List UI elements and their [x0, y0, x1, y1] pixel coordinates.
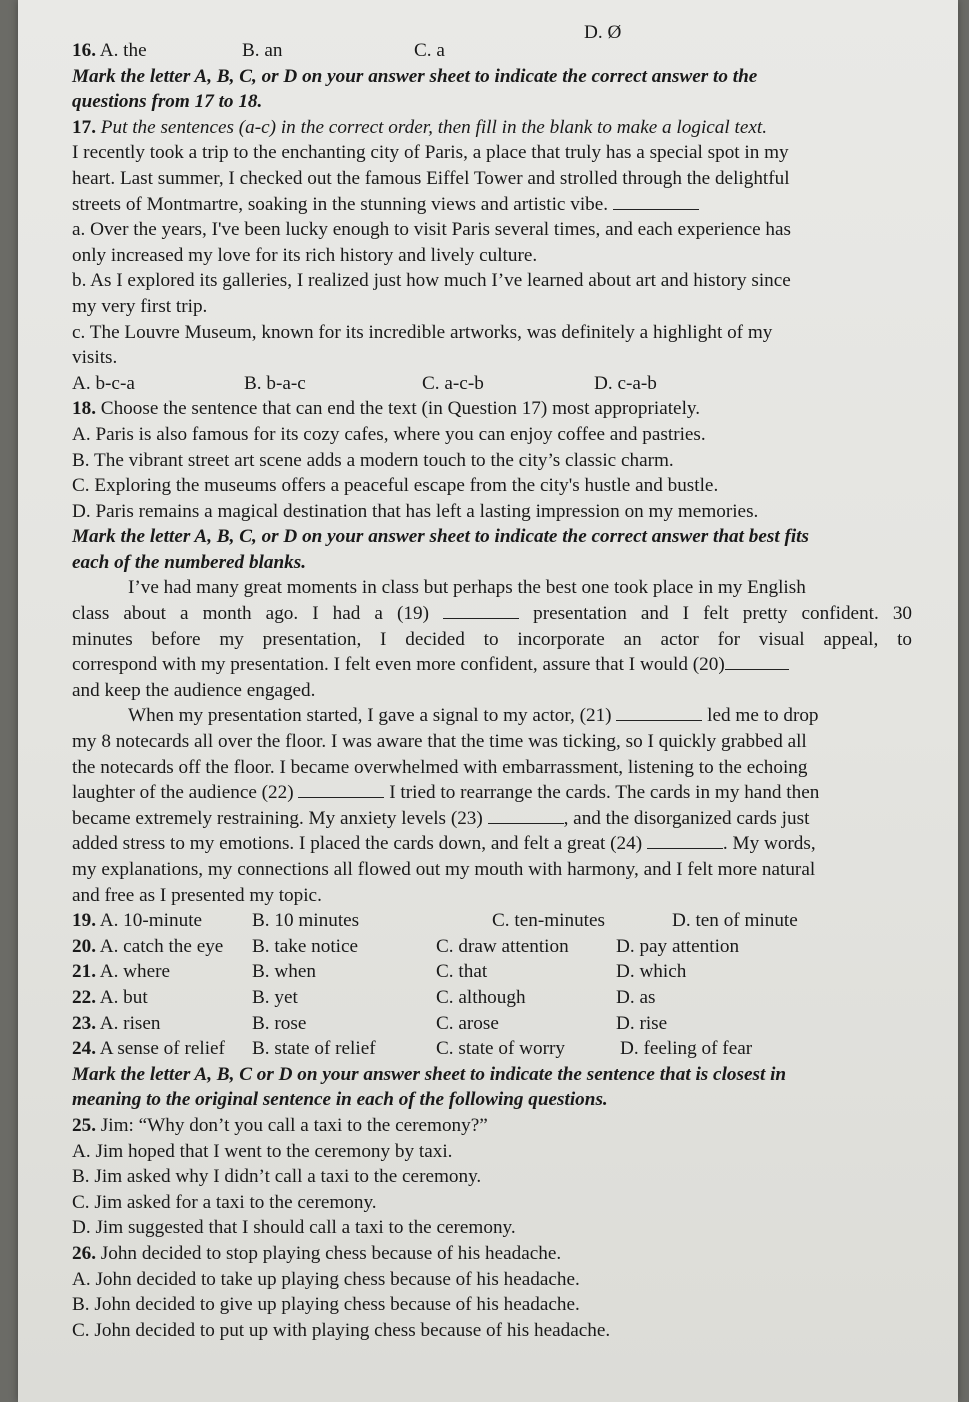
passage-p2-line-8: and free as I presented my topic. [72, 884, 322, 906]
q25-option-b: B. Jim asked why I didn’t call a taxi to the ceremony. [72, 1166, 482, 1188]
q22-options [72, 985, 912, 1011]
q26-option-b: B. John decided to give up playing chess because of his headache. [72, 1294, 580, 1316]
q17-prompt-text: Put the sentences (a-c) in the correct order, then fill in the blank to make a logical text. [100, 116, 768, 138]
q16-number: 16. [72, 40, 96, 61]
q19-options [72, 908, 912, 934]
blank-24[interactable] [647, 833, 723, 849]
passage-p2-line-2: my 8 notecards all over the floor. I was aware that the time was ticking, so I quickly grabbed all [72, 731, 807, 753]
q18-number: 18. [72, 398, 96, 420]
q18-option-b: B. The vibrant street art scene adds a modern touch to the city’s classic charm. [72, 449, 674, 471]
q19-option-b: B. 10 minutes [252, 910, 360, 932]
q26-option-c: C. John decided to put up with playing chess because of his headache. [72, 1319, 611, 1341]
q22-option-d: D. as [616, 986, 656, 1008]
q17-number: 17. [72, 116, 96, 138]
q21-options [72, 959, 912, 985]
q21-number: 21. [72, 961, 96, 983]
q17-option-a: A. b-c-a [72, 372, 135, 394]
passage-p2-line-4-b: I tried to rearrange the cards. The cards in my hand then [389, 782, 820, 804]
q18-option-d: D. Paris remains a magical destination that has left a lasting impression on my memories. [72, 500, 759, 522]
q23-options [72, 1011, 912, 1037]
q17-sentence-a-1: a. Over the years, I've been lucky enough to visit Paris several times, and each experience has [72, 219, 791, 241]
q18-prompt [72, 396, 912, 422]
q19-option-a: A. 10-minute [99, 910, 203, 932]
passage-p1-line-2 [72, 601, 912, 627]
q20-options [72, 934, 912, 960]
passage-p2-line-6 [72, 831, 912, 857]
q17-text-3 [72, 192, 912, 218]
q25-option-a: A. Jim hoped that I went to the ceremony by taxi. [72, 1140, 453, 1162]
passage-p2-line-3: the notecards off the floor. I became overwhelmed with embarrassment, listening to the echoing [72, 756, 808, 778]
instruction-3-line-2: meaning to the original sentence in each of the following questions. [72, 1089, 608, 1111]
q16-a [72, 38, 242, 64]
q17-sentence-c-1: c. The Louvre Museum, known for its incredible artworks, was definitely a highlight of my [72, 321, 773, 343]
passage-p1-line-1: I’ve had many great moments in class but perhaps the best one took place in my English [128, 577, 806, 599]
q17-options [72, 371, 912, 397]
q16-option-a: A. the [99, 40, 147, 61]
q26-number: 26. [72, 1242, 96, 1264]
q18-option-a: A. Paris is also famous for its cozy cafes, where you can enjoy coffee and pastries. [72, 423, 706, 445]
q19-option-c: C. ten-minutes [492, 910, 605, 932]
q17-prompt [72, 115, 912, 141]
q20-option-d: D. pay attention [616, 935, 740, 957]
passage-p1-line-4 [72, 652, 912, 678]
q26-option-a: A. John decided to take up playing chess because of his headache. [72, 1268, 580, 1290]
q22-option-b: B. yet [252, 986, 298, 1008]
q24-option-a: A sense of relief [99, 1038, 225, 1060]
q20-option-c: C. draw attention [436, 935, 569, 957]
q20-option-a: A. catch the eye [99, 935, 224, 957]
blank-22[interactable] [298, 782, 384, 798]
q22-option-c: C. although [436, 986, 526, 1008]
instruction-3-line-1: Mark the letter A, B, C or D on your answer sheet to indicate the sentence that is closest in [72, 1063, 787, 1085]
blank-19[interactable] [443, 603, 519, 619]
q17-text-1: I recently took a trip to the enchanting city of Paris, a place that truly has a special spot in my [72, 142, 789, 164]
passage-p1-line-3: minutes before my presentation, I decided to incorporate an actor for visual appeal, to [72, 628, 912, 650]
q25-option-c: C. Jim asked for a taxi to the ceremony. [72, 1191, 377, 1213]
q26-prompt [72, 1241, 912, 1267]
passage-p1-line-4-a: correspond with my presentation. I felt even more confident, assure that I would (20) [72, 654, 725, 676]
q17-sentence-b-2: my very first trip. [72, 295, 208, 317]
blank-21[interactable] [616, 705, 702, 721]
q17-text-3-content: streets of Montmartre, soaking in the stunning views and artistic vibe. [72, 193, 609, 215]
q17-sentence-c-2: visits. [72, 347, 118, 369]
instruction-1-line-1: Mark the letter A, B, C, or D on your answer sheet to indicate the correct answer to the [72, 65, 758, 87]
q17-sentence-a-2: only increased my love for its rich history and lively culture. [72, 244, 538, 266]
passage-p2-line-4 [72, 780, 912, 806]
q24-option-c: C. state of worry [436, 1038, 565, 1060]
passage-p2-line-6-a: added stress to my emotions. I placed the cards down, and felt a great (24) [72, 833, 643, 855]
q24-options [72, 1036, 912, 1062]
q23-option-b: B. rose [252, 1012, 307, 1034]
passage-p2-line-4-a: laughter of the audience (22) [72, 782, 294, 804]
q23-option-c: C. arose [436, 1012, 499, 1034]
passage-p2-line-1 [72, 703, 912, 729]
q23-number: 23. [72, 1012, 96, 1034]
passage-p2-line-1-a: When my presentation started, I gave a signal to my actor, (21) [128, 705, 612, 727]
q25-option-d: D. Jim suggested that I should call a taxi to the ceremony. [72, 1217, 516, 1239]
blank-20[interactable] [725, 654, 789, 670]
passage-p1-line-5: and keep the audience engaged. [72, 679, 316, 701]
q24-number: 24. [72, 1038, 96, 1060]
passage-p1-line-2-a: class about a month ago. I had a (19) [72, 603, 429, 625]
passage-p2-line-7: my explanations, my connections all flowed out my mouth with harmony, and I felt more natural [72, 859, 816, 880]
q17-option-d: D. c-a-b [594, 372, 657, 394]
passage-p2-line-1-b: led me to drop [707, 705, 819, 727]
q21-option-b: B. when [252, 961, 316, 983]
q21-option-c: C. that [436, 961, 488, 983]
q20-number: 20. [72, 935, 96, 957]
q23-option-a: A. risen [99, 1012, 161, 1034]
q16-option-c: C. a [414, 40, 445, 61]
instruction-2-line-1: Mark the letter A, B, C, or D on your answer sheet to indicate the correct answer that best fits [72, 526, 809, 548]
q25-prompt [72, 1113, 912, 1139]
q18-prompt-text: Choose the sentence that can end the text (in Question 17) most appropriately. [100, 398, 701, 420]
q20-option-b: B. take notice [252, 935, 359, 957]
q23-option-d: D. rise [616, 1012, 668, 1034]
q17-text-2: heart. Last summer, I checked out the famous Eiffel Tower and strolled through the delightful [72, 167, 790, 189]
q19-option-d: D. ten of minute [672, 910, 798, 932]
q17-sentence-b-1: b. As I explored its galleries, I realized just how much I’ve learned about art and history since [72, 270, 791, 292]
q16-option-b: B. an [242, 40, 283, 61]
paper-sheet [18, 0, 958, 1402]
q21-option-a: A. where [99, 961, 171, 983]
passage-p2-line-6-b: . My words, [722, 833, 816, 855]
q21-option-d: D. which [616, 961, 687, 983]
instruction-1-line-2: questions from 17 to 18. [72, 91, 263, 113]
q25-prompt-text: Jim: “Why don’t you call a taxi to the ceremony?” [100, 1114, 488, 1136]
blank-23[interactable] [488, 808, 564, 824]
q16-options [72, 22, 912, 64]
passage-p1-line-2-b: presentation and I felt pretty confident. 30 [533, 603, 913, 625]
q26-prompt-text: John decided to stop playing chess because of his headache. [100, 1242, 562, 1264]
q25-number: 25. [72, 1114, 96, 1136]
instruction-2-line-2: each of the numbered blanks. [72, 551, 306, 573]
q16-option-d: D. Ø [584, 22, 622, 43]
q24-option-b: B. state of relief [252, 1038, 376, 1060]
q17-option-b: B. b-a-c [244, 372, 306, 394]
q22-option-a: A. but [99, 986, 148, 1008]
q17-option-c: C. a-c-b [422, 372, 484, 394]
q18-option-c: C. Exploring the museums offers a peaceful escape from the city's hustle and bustle. [72, 475, 719, 497]
passage-p2-line-5-a: became extremely restraining. My anxiety levels (23) [72, 807, 483, 829]
passage-p2-line-5 [72, 806, 912, 832]
q22-number: 22. [72, 986, 96, 1008]
q24-option-d: D. feeling of fear [620, 1038, 753, 1060]
q17-answer-blank[interactable] [613, 194, 699, 210]
exam-content [72, 14, 912, 1343]
q19-number: 19. [72, 910, 96, 932]
passage-p2-line-5-b: , and the disorganized cards just [563, 807, 810, 829]
